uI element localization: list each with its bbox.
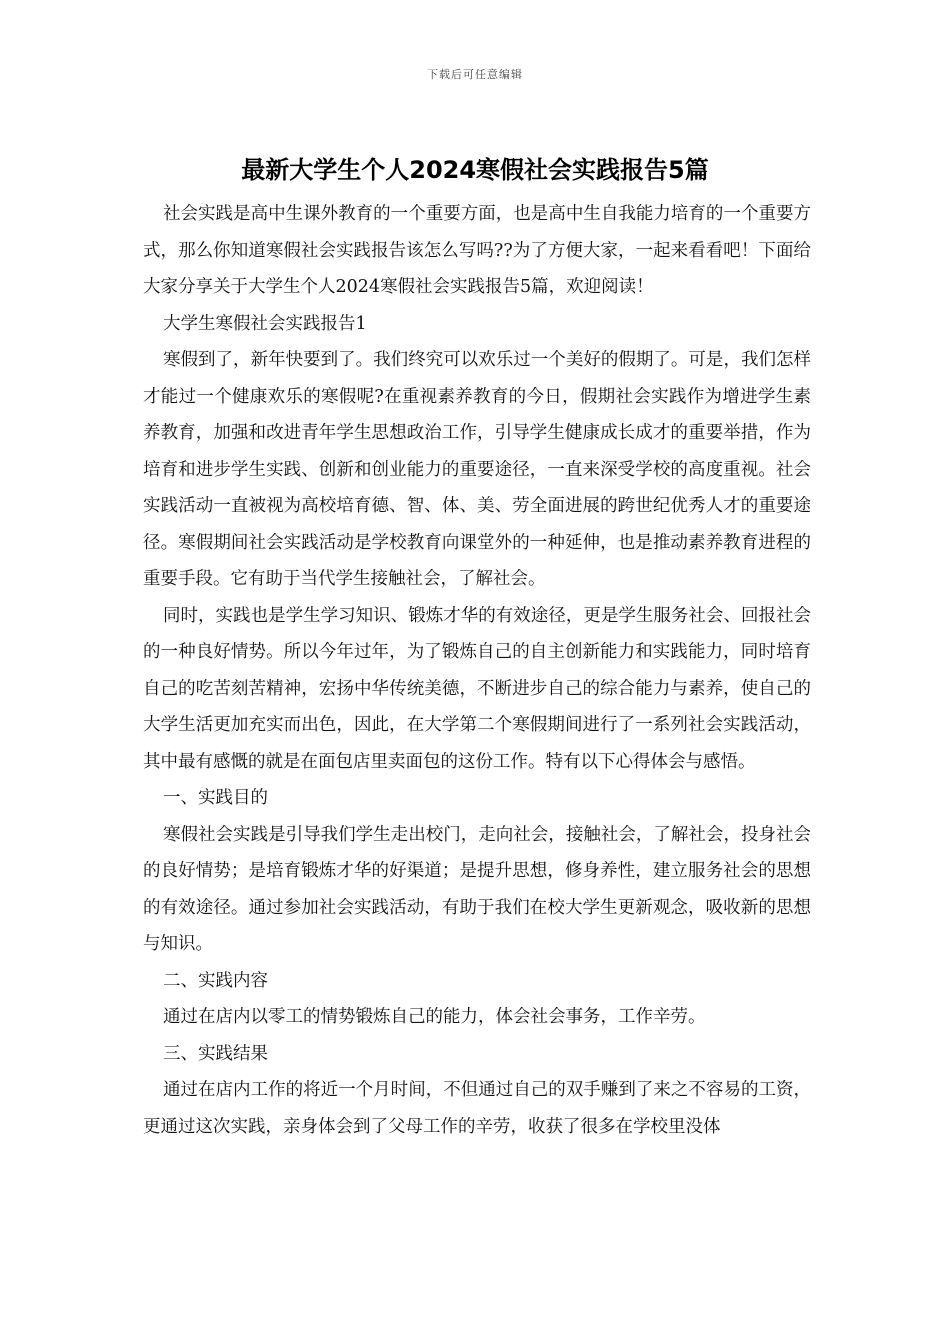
body-paragraph: 通过在店内工作的将近一个月时间，不但通过自己的双手赚到了来之不容易的工资，更通过这次实践，亲身体会到了父母工作的辛劳，收获了很多在学校里没体 [143, 1080, 811, 1137]
section-heading-result: 三、实践结果 [163, 1043, 268, 1064]
body-paragraph: 通过在店内以零工的情势锻炼自己的能力，体会社会事务，工作辛劳。 [163, 1007, 706, 1027]
page-header-note: 下载后可任意编辑 [427, 68, 523, 81]
document-body [143, 196, 811, 1145]
body-paragraph: 寒假到了，新年快要到了。我们终究可以欢乐过一个美好的假期了。可是，我们怎样才能过一个健康欢乐的寒假呢?在重视素养教育的今日，假期社会实践作为增进学生素养教育，加强和改进青年学生思想政治工作，引导学生健康成长成才的重要举措，作为培育和进步学生实践、创新和创业能力的重要途径，一直来深受学校的高度重视。社会实践活动一直被视为高校培育德、智、体、美、劳全面进展的跨世纪优秀人才的重要途径。寒假期间社会实践活动是学校教育向课堂外的一种延伸，也是推动素养教育进程的重要手段。它有助于当代学生接触社会，了解社会。 [143, 350, 811, 589]
section-heading-purpose: 一、实践目的 [163, 788, 268, 808]
document-title: 最新大学生个人2024寒假社会实践报告5篇 [241, 156, 709, 184]
section-heading-content: 二、实践内容 [163, 970, 268, 991]
body-paragraph: 同时，实践也是学生学习知识、锻炼才华的有效途径，更是学生服务社会、回报社会的一种良好情势。所以今年过年，为了锻炼自己的自主创新能力和实践能力，同时培育自己的吃苦刻苦精神，宏扬中华传统美德，不断进步自己的综合能力与素养，使自己的大学生活更加充实而出色，因此，在大学第二个寒假期间进行了一系列社会实践活动，其中最有感慨的就是在面包店里卖面包的这份工作。特有以下心得体会与感悟。 [143, 605, 811, 772]
body-paragraph: 寒假社会实践是引导我们学生走出校门，走向社会，接触社会，了解社会，投身社会的良好情势；是培育锻炼才华的好渠道；是提升思想，修身养性，建立服务社会的思想的有效途径。通过参加社会实践活动，有助于我们在校大学生更新观念，吸收新的思想与知识。 [143, 824, 811, 954]
intro-paragraph: 社会实践是高中生课外教育的一个重要方面，也是高中生自我能力培育的一个重要方式，那么你知道寒假社会实践报告该怎么写吗??为了方便大家，一起来看看吧！下面给大家分享关于大学生个人2024寒假社会实践报告5篇，欢迎阅读！ [143, 204, 811, 297]
section-heading-report-1: 大学生寒假社会实践报告1 [163, 313, 367, 334]
